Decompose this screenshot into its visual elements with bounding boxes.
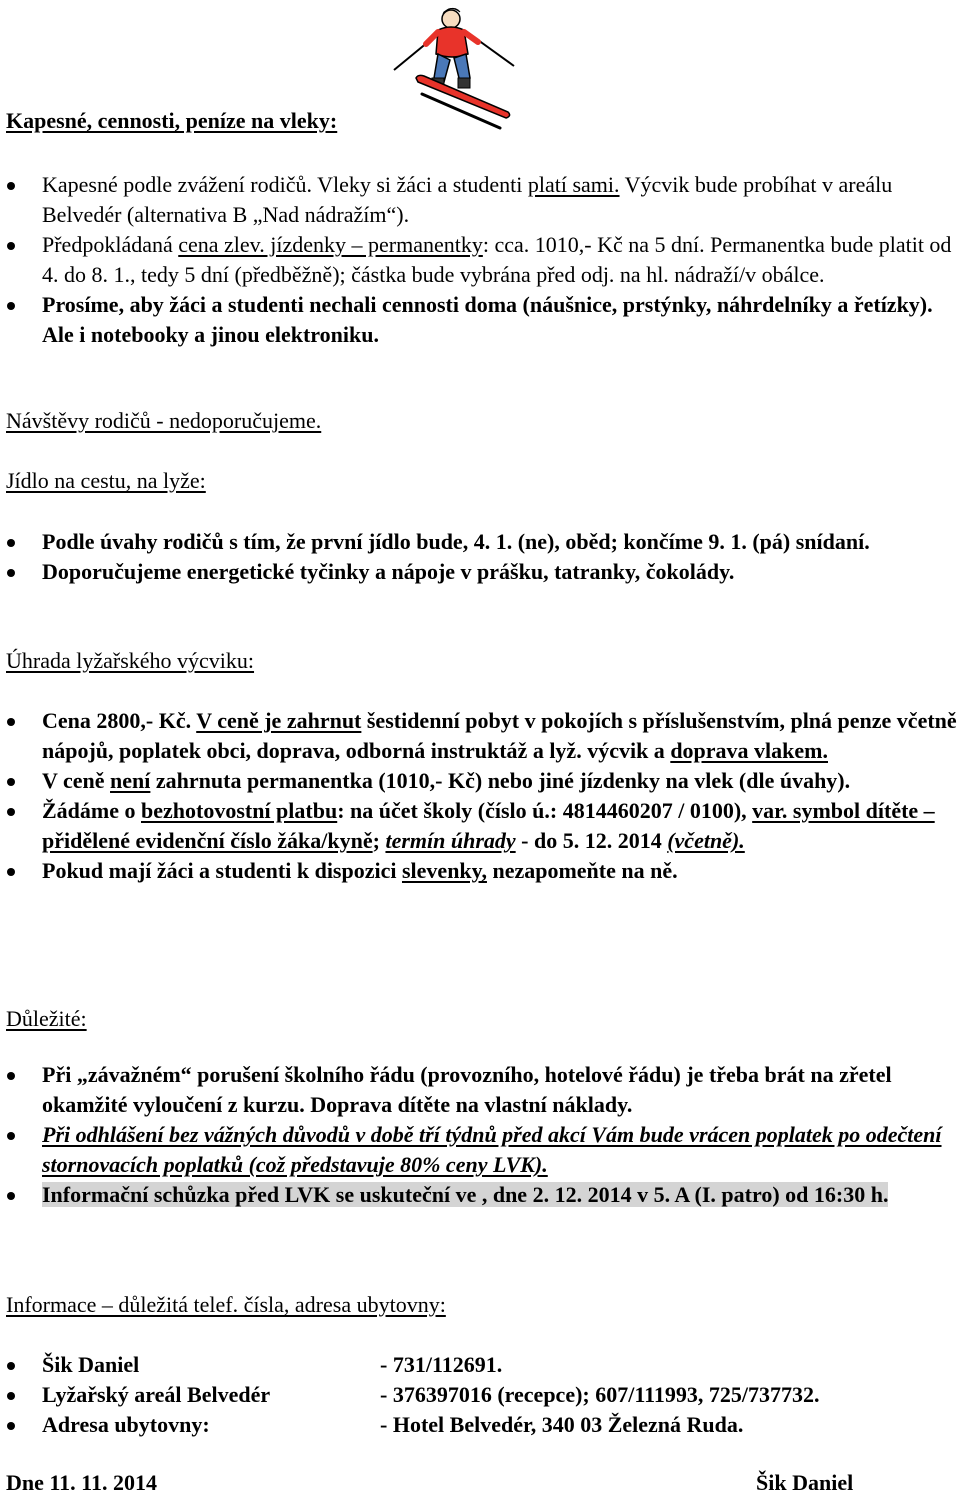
list-item: V ceně není zahrnuta permanentka (1010,- Kč) nebo jiné jízdenky na vlek (dle úvahy). <box>0 766 960 796</box>
list-item: Při „závažném“ porušení školního řádu (provozního, hotelové řádu) je třeba brát na zřetel okamžité vyloučení z kurzu. Doprava dítěte na vlastní náklady. <box>0 1060 960 1120</box>
list-dulezite <box>0 1060 960 1210</box>
list-item: Informační schůzka před LVK se uskuteční ve , dne 2. 12. 2014 v 5. A (I. patro) od 16:30 h. <box>0 1180 960 1210</box>
list-item: Při odhlášení bez vážných důvodů v době tří týdnů před akcí Vám bude vrácen poplatek po odečtení stornovacích poplatků (což představuje 80% ceny LVK). <box>0 1120 960 1180</box>
heading-jidlo: Jídlo na cestu, na lyže: <box>6 468 206 493</box>
list-item: Předpokládaná cena zlev. jízdenky – permanentky: cca. 1010,- Kč na 5 dní. Permanentka bude platit od 4. do 8. 1., tedy 5 dní (předběžně); částka bude vybrána před odj. na hl. nádraží/v obálce. <box>0 230 960 290</box>
list-item: Podle úvahy rodičů s tím, že první jídlo bude, 4. 1. (ne), oběd; končíme 9. 1. (pá) snídaní. <box>0 527 960 557</box>
list-item: Pokud mají žáci a studenti k dispozici slevenky, nezapomeňte na ně. <box>0 856 960 886</box>
list-item: Doporučujeme energetické tyčinky a nápoje v prášku, tatranky, čokolády. <box>0 557 960 587</box>
list-jidlo <box>0 527 960 587</box>
heading-dulezite: Důležité: <box>6 1006 87 1031</box>
heading-navstevy: Návštěvy rodičů - nedoporučujeme. <box>6 408 322 433</box>
list-item: Kapesné podle zvážení rodičů. Vleky si žáci a studenti platí sami. Výcvik bude probíhat v areálu Belvedér (alternativa B „Nad nádražím“). <box>0 170 960 230</box>
heading-uhrada: Úhrada lyžařského výcviku: <box>6 648 255 673</box>
list-item: Prosíme, aby žáci a studenti nechali cennosti doma (náušnice, prstýnky, náhrdelníky a řetízky). Ale i notebooky a jinou elektroniku. <box>0 290 960 350</box>
skier-illustration <box>388 2 518 132</box>
contact-item: Lyžařský areál Belvedér - 376397016 (recepce); 607/111993, 725/737732. <box>0 1380 960 1410</box>
footer-date: Dne 11. 11. 2014 <box>6 1470 157 1495</box>
list-item: Cena 2800,- Kč. V ceně je zahrnut šestidenní pobyt v pokojích s příslušenstvím, plná penze včetně nápojů, poplatek obci, doprava, odborná instruktáž a lyž. výcvik a doprava vlakem. <box>0 706 960 766</box>
heading-kapesne: Kapesné, cennosti, peníze na vleky: <box>6 108 338 133</box>
contact-list <box>0 1350 960 1440</box>
list-kapesne <box>0 170 960 350</box>
contact-item: Adresa ubytovny: - Hotel Belvedér, 340 03 Železná Ruda. <box>0 1410 960 1440</box>
footer-signature: Šik Daniel <box>756 1470 854 1495</box>
list-item: Žádáme o bezhotovostní platbu: na účet školy (číslo ú.: 4814460207 / 0100), var. symbol dítěte – přidělené evidenční číslo žáka/kyně; termín úhrady - do 5. 12. 2014 (včetně). <box>0 796 960 856</box>
heading-informace: Informace – důležitá telef. čísla, adresa ubytovny: <box>6 1292 446 1317</box>
list-uhrada <box>0 706 960 886</box>
contact-item: Šik Daniel - 731/112691. <box>0 1350 960 1380</box>
